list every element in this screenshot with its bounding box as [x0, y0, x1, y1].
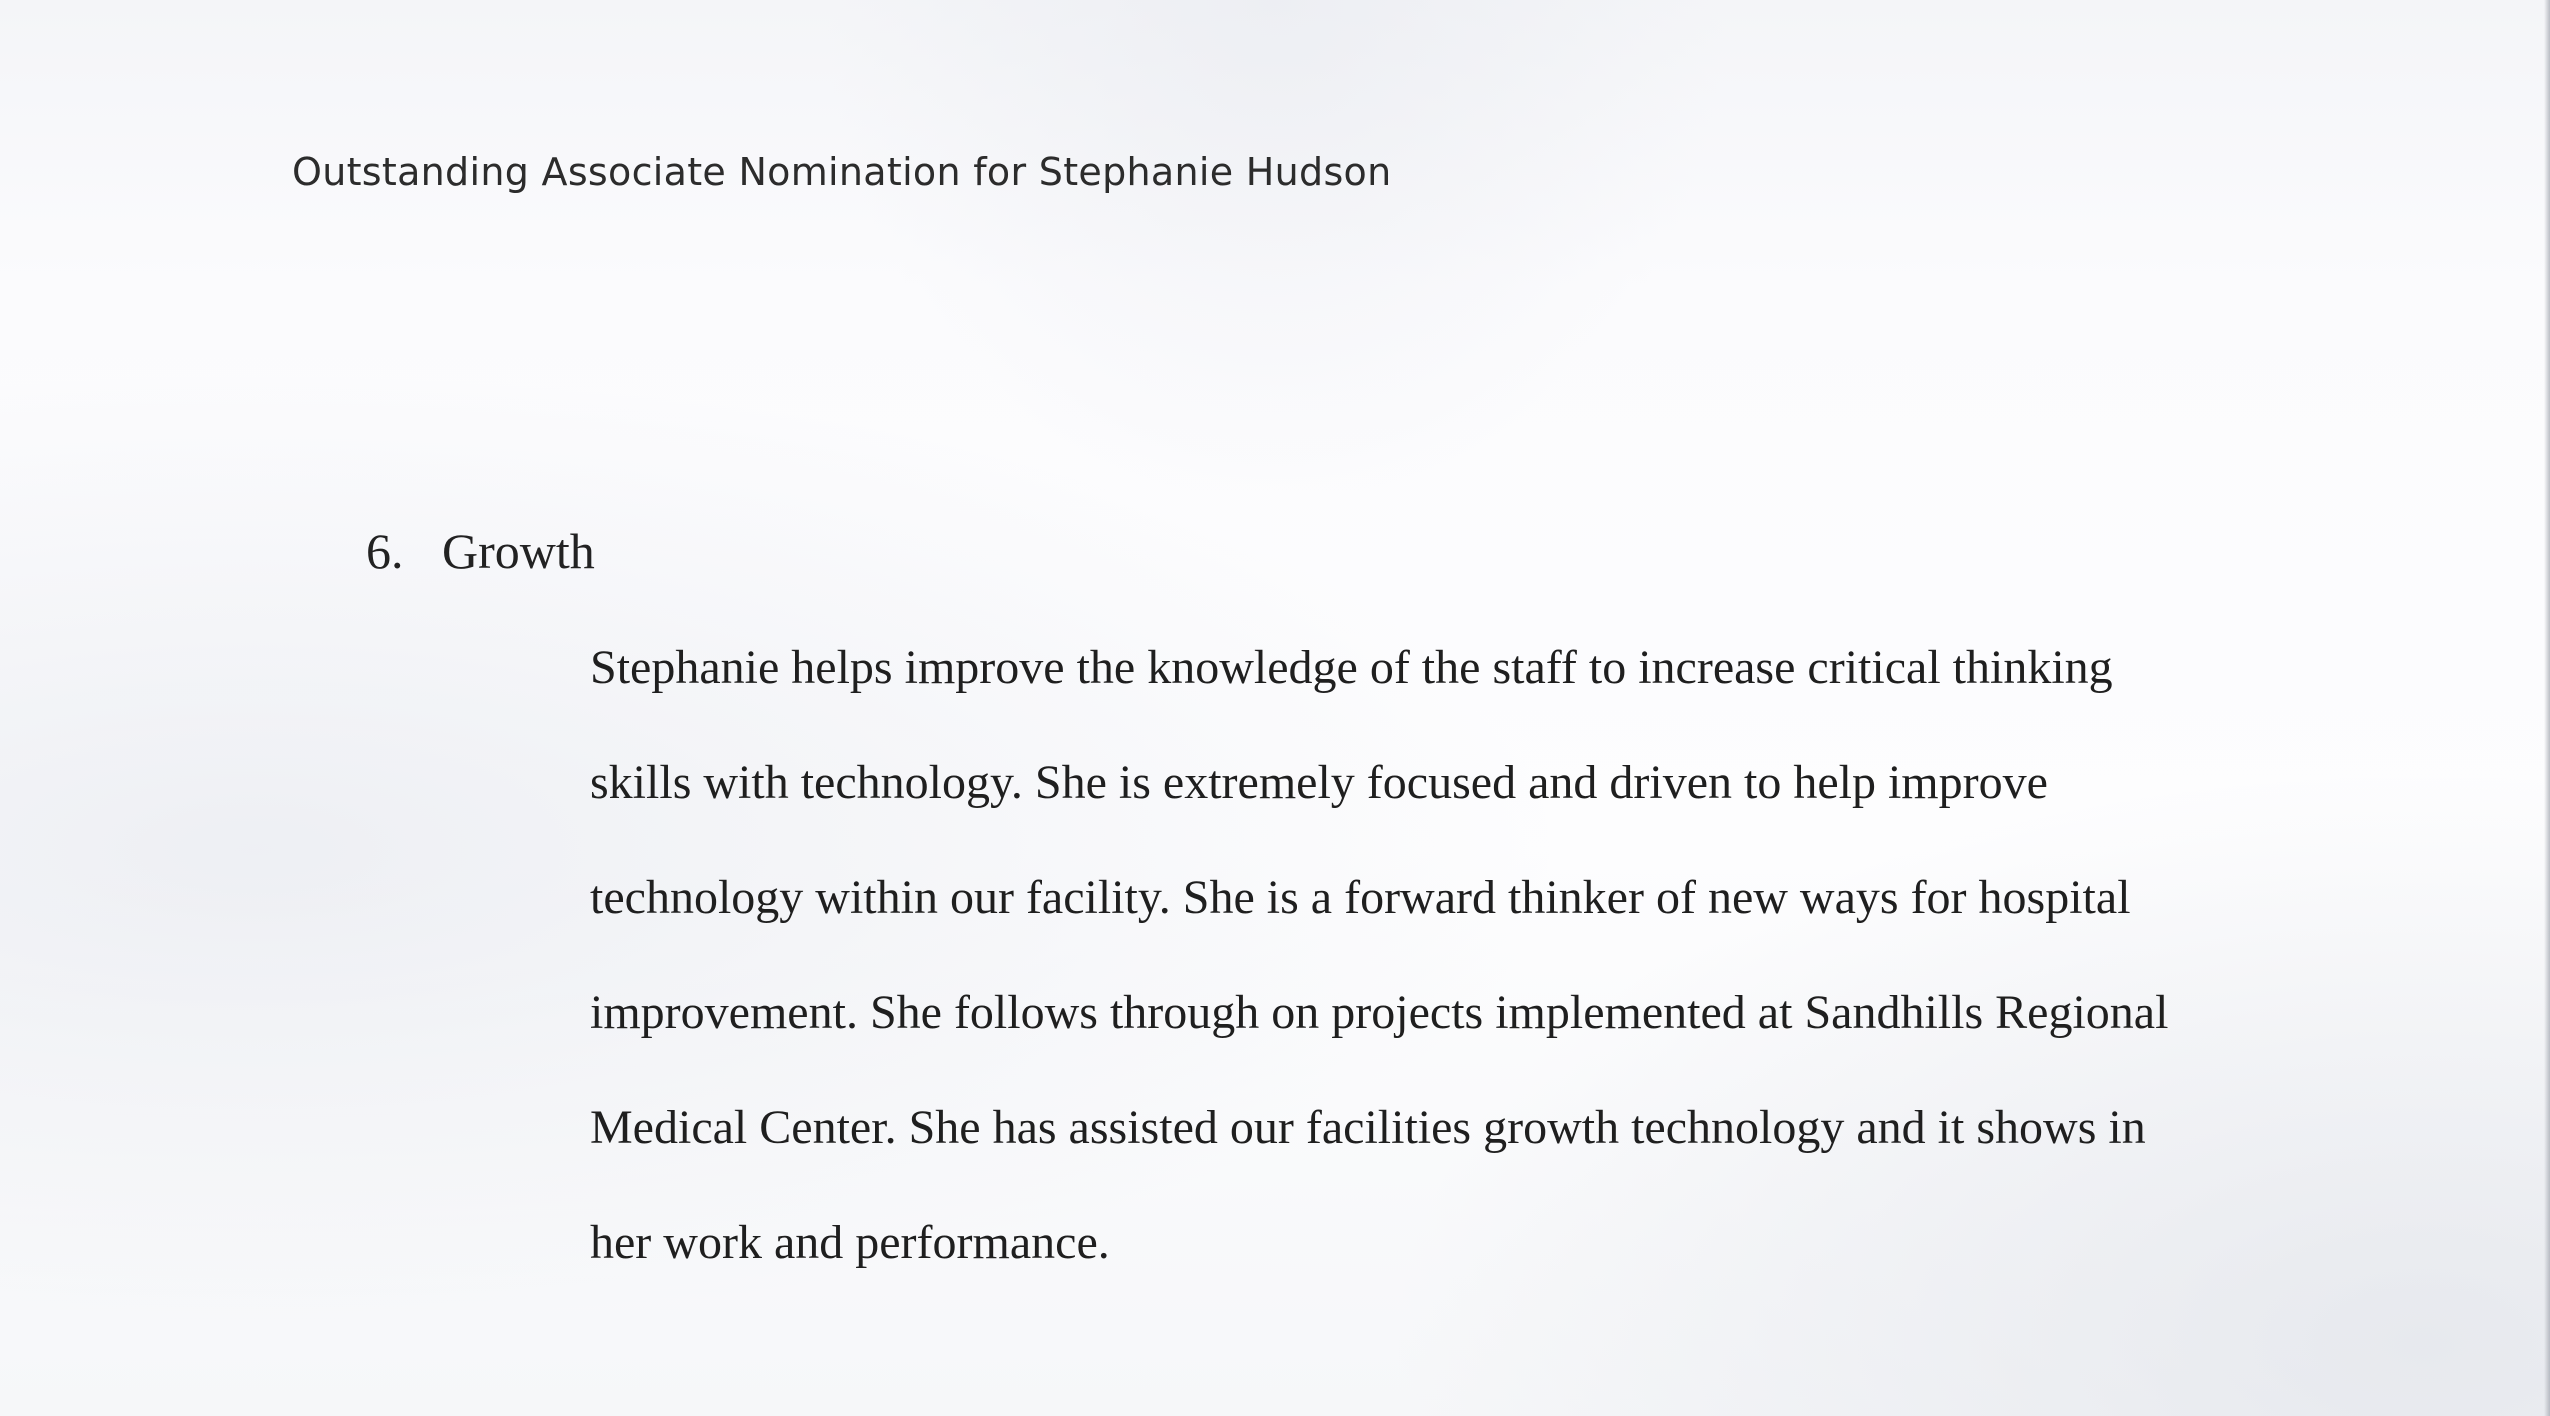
body-line: Stephanie helps improve the knowledge of the staff to increase critical thinking [590, 641, 2113, 694]
body-line: improvement. She follows through on projects implemented at Sandhills Regional [590, 986, 2169, 1039]
body-line: technology within our facility. She is a forward thinker of new ways for hospital [590, 871, 2131, 924]
body-line: her work and performance. [590, 1216, 1110, 1269]
section-number: 6. [366, 523, 404, 579]
document-header: Outstanding Associate Nomination for Stephanie Hudson [292, 150, 1392, 194]
body-line: skills with technology. She is extremely focused and driven to help improve [590, 756, 2048, 809]
section-body [590, 636, 2168, 1326]
section-heading [366, 522, 595, 580]
page-edge-shadow [2544, 0, 2550, 1416]
section-title: Growth [442, 523, 595, 579]
body-line: Medical Center. She has assisted our facilities growth technology and it shows in [590, 1101, 2146, 1154]
